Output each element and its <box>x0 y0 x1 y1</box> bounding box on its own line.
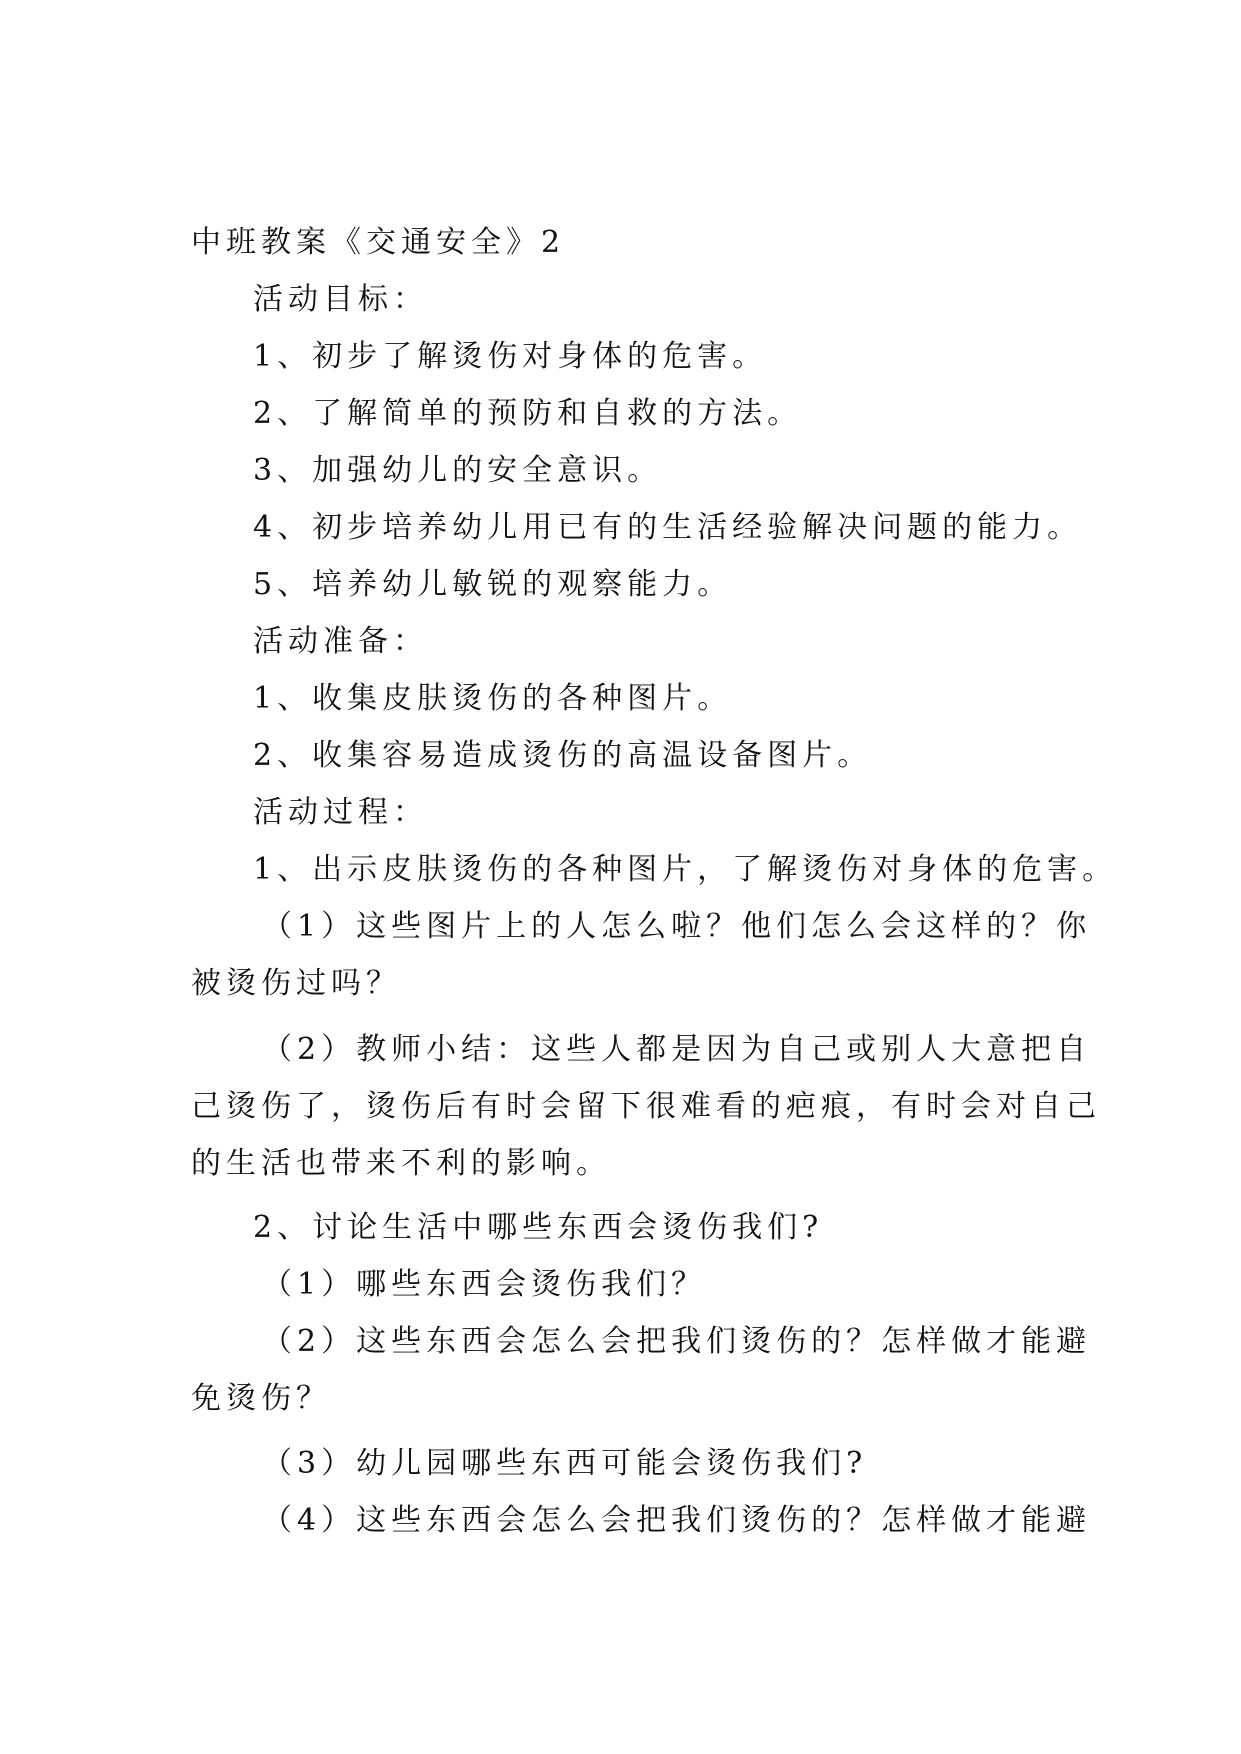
goal-item: 4、初步培养幼儿用已有的生活经验解决问题的能力。 <box>253 510 1083 545</box>
process-sub-item: （2）这些东西会怎么会把我们烫伤的？怎样做才能避 <box>262 1324 1092 1359</box>
process-sub-item: （2）教师小结：这些人都是因为自己或别人大意把自 <box>262 1032 1092 1067</box>
goal-item: 1、初步了解烫伤对身体的危害。 <box>253 339 768 374</box>
process-sub-item: （1）这些图片上的人怎么啦？他们怎么会这样的？你 <box>262 909 1092 944</box>
process-step: 1、出示皮肤烫伤的各种图片，了解烫伤对身体的危害。 <box>253 852 1118 887</box>
process-sub-item-continued: 免烫伤？ <box>191 1381 331 1416</box>
preparation-item: 1、收集皮肤烫伤的各种图片。 <box>253 681 733 716</box>
process-step: 2、讨论生活中哪些东西会烫伤我们? <box>253 1210 824 1245</box>
process-sub-item: （1）哪些东西会烫伤我们？ <box>262 1267 707 1302</box>
process-sub-item: （3）幼儿园哪些东西可能会烫伤我们? <box>262 1446 868 1481</box>
goal-item: 5、培养幼儿敏锐的观察能力。 <box>253 567 733 602</box>
process-sub-item: （4）这些东西会怎么会把我们烫伤的？怎样做才能避 <box>262 1503 1092 1538</box>
process-sub-item-continued: 己烫伤了，烫伤后有时会留下很难看的疤痕，有时会对自己 <box>191 1089 1101 1124</box>
document-title: 中班教案《交通安全》2 <box>191 225 566 260</box>
process-sub-item-continued: 被烫伤过吗？ <box>191 966 401 1001</box>
goal-item: 2、了解简单的预防和自救的方法。 <box>253 396 803 431</box>
section-heading-goals: 活动目标： <box>253 282 428 317</box>
process-sub-item-continued: 的生活也带来不利的影响。 <box>191 1146 611 1181</box>
section-heading-process: 活动过程： <box>253 795 428 830</box>
goal-item: 3、加强幼儿的安全意识。 <box>253 453 663 488</box>
preparation-item: 2、收集容易造成烫伤的高温设备图片。 <box>253 738 873 773</box>
section-heading-preparation: 活动准备： <box>253 624 428 659</box>
